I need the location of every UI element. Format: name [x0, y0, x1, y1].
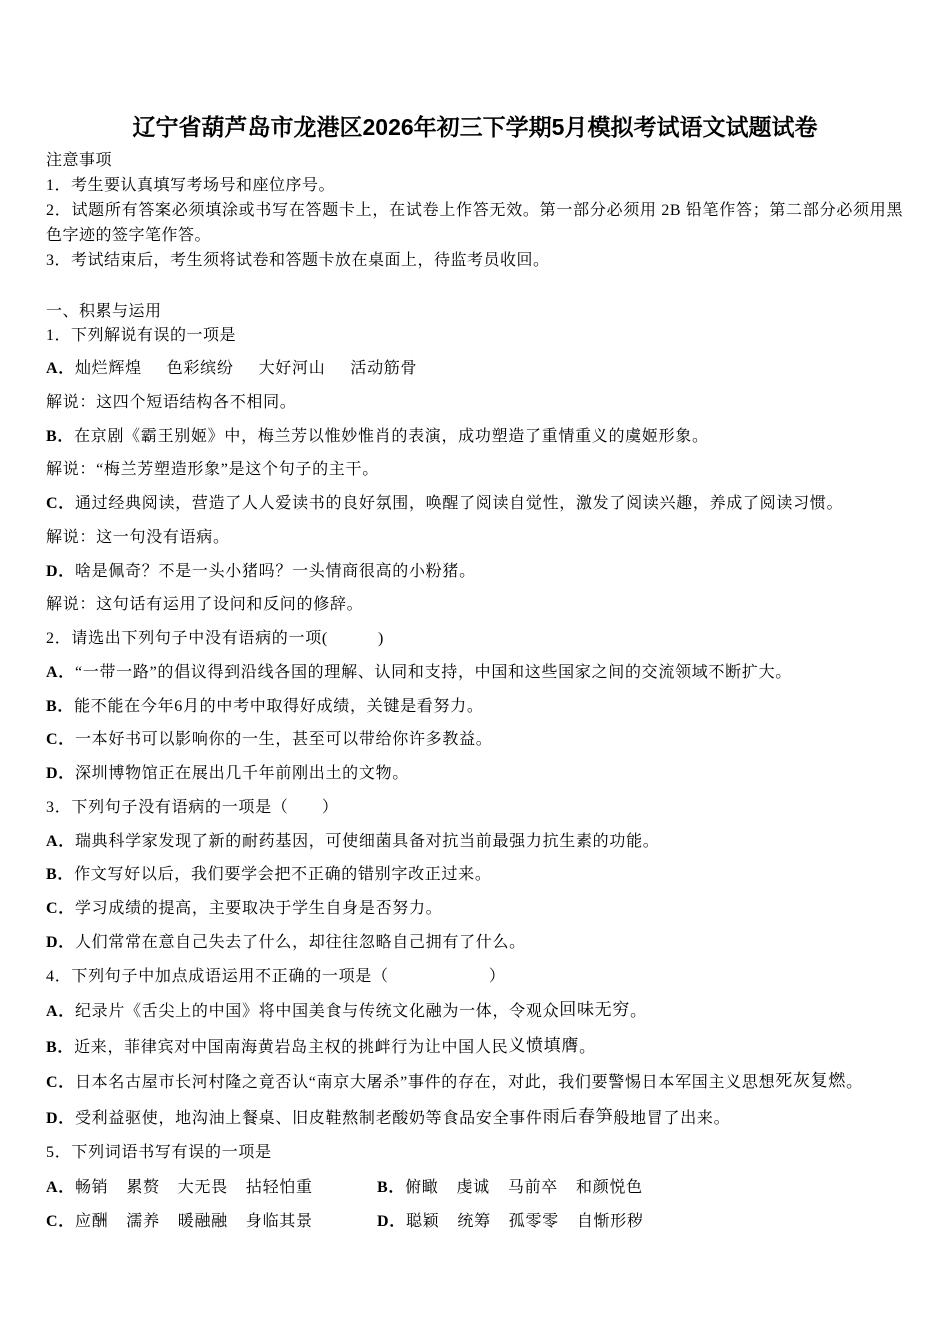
option-word: 灿烂辉煌: [74, 360, 142, 377]
notice-heading: 注意事项: [46, 152, 113, 169]
option-word: 俯瞰: [405, 1178, 439, 1196]
option-label: B．: [46, 427, 75, 445]
q1-option-c-explanation: [46, 521, 906, 555]
question-stem: 5．下列词语书写有误的一项是: [46, 1144, 272, 1162]
q2-stem: [46, 622, 906, 656]
q2-option-a: [46, 656, 906, 690]
option-label: C．: [46, 495, 75, 512]
option-text: 学习成绩的提高，主要取决于学生自身是否努力。: [74, 900, 443, 917]
option-word: 濡养: [126, 1212, 160, 1230]
option-label: C．: [46, 1212, 75, 1230]
q4-option-c: [46, 1064, 906, 1100]
option-text: 作文写好以后，我们要学会把不正确的错别字改正过来。: [74, 866, 492, 884]
option-word: 大无畏: [177, 1178, 228, 1196]
option-word: 畅销: [74, 1178, 109, 1196]
option-text-before: 近来，菲律宾对中国南海黄岩岛主权的挑衅行为让中国人民: [74, 1038, 509, 1056]
option-label: B．: [46, 1038, 75, 1056]
q1-option-b: [46, 420, 906, 454]
option-word: 虔诚: [456, 1178, 490, 1196]
option-word: 自惭形秽: [576, 1212, 644, 1230]
q5-stem: [46, 1135, 906, 1171]
dotted-idiom: 死灰复燃: [775, 1071, 847, 1091]
q2-option-c: [46, 723, 906, 757]
option-text-before: 日本名古屋市长河村隆之竟否认“南京大屠杀”事件的存在，对此，我们要警惕日本军国主义思想: [74, 1074, 776, 1092]
q4-option-b: [46, 1029, 906, 1065]
option-label: A．: [46, 663, 75, 681]
q4-option-d: [46, 1100, 906, 1136]
option-text: 在京剧《霸王别姬》中，梅兰芳以惟妙惟肖的表演，成功塑造了重情重义的虞姬形象。: [74, 427, 709, 445]
section-heading: 一、积累与运用: [46, 302, 162, 320]
option-word: 和颜悦色: [576, 1178, 643, 1196]
option-label: C．: [46, 1074, 75, 1092]
q5-option-a: [46, 1171, 377, 1205]
option-word: 色彩缤纷: [166, 360, 234, 377]
option-word: 聪颖: [405, 1212, 440, 1230]
option-text-after: 。: [579, 1038, 596, 1056]
option-word: 应酬: [74, 1212, 109, 1230]
option-word: 拈轻怕重: [245, 1178, 313, 1196]
q5-row-1: [46, 1171, 906, 1205]
option-text: 一本好书可以影响你的一生，甚至可以带给你许多教益。: [74, 731, 493, 749]
option-label: C．: [46, 731, 75, 749]
explanation-text: 解说：这四个短语结构各不相同。: [46, 393, 297, 411]
option-label: C．: [46, 900, 75, 917]
option-word: 大好河山: [258, 360, 326, 377]
option-text-before: 纪录片《舌尖上的中国》将中国美食与传统文化融为一体，令观众: [74, 1003, 560, 1021]
option-text: 通过经典阅读，营造了人人爱读书的良好氛围，唤醒了阅读自觉性，激发了阅读兴趣，养成了阅读习惯。: [74, 495, 844, 512]
question-stem: 4．下列句子中加点成语运用不正确的一项是（ ）: [46, 967, 506, 985]
option-text: “一带一路”的倡议得到沿线各国的理解、认同和支持，中国和这些国家之间的交流领域不断扩大。: [74, 663, 792, 681]
section-header: [46, 299, 903, 348]
option-label: A．: [46, 360, 75, 377]
option-label: B．: [46, 866, 75, 884]
option-word: 暖融融: [177, 1212, 228, 1230]
q1-option-a: [46, 352, 906, 386]
q5-option-d: [377, 1205, 708, 1239]
option-label: A．: [46, 1003, 75, 1021]
option-text: 人们常常在意自己失去了什么，却往往忽略自己拥有了什么。: [74, 933, 526, 951]
q5-row-2: [46, 1205, 906, 1239]
notice-item-3: 3．考试结束后，考生须将试卷和答题卡放在桌面上，待监考员收回。: [46, 252, 550, 269]
option-word: 马前卒: [507, 1178, 558, 1196]
notice-item-1: 1．考生要认真填写考场号和座位序号。: [46, 177, 336, 194]
option-word: 统筹: [457, 1212, 491, 1230]
option-text: 瑞典科学家发现了新的耐药基因，可使细菌具备对抗当前最强力抗生素的功能。: [74, 832, 660, 850]
dotted-idiom: 雨后春笋: [542, 1106, 614, 1126]
option-label: D．: [46, 933, 75, 951]
q1-option-b-explanation: [46, 453, 906, 487]
q1-option-d: [46, 555, 906, 589]
option-text-after: 。: [630, 1003, 647, 1021]
q5-option-b: [377, 1171, 708, 1205]
option-label: D．: [46, 765, 75, 782]
dotted-idiom: 义愤填膺: [508, 1035, 580, 1055]
notice-section: [46, 148, 903, 273]
explanation-text: 解说：这句话有运用了设问和反问的修辞。: [46, 596, 364, 614]
explanation-text: 解说：“梅兰芳塑造形象”是这个句子的主干。: [46, 461, 379, 479]
option-label: A．: [46, 832, 75, 850]
q3-option-a: [46, 825, 906, 859]
q5-option-c: [46, 1205, 377, 1239]
option-text: 啥是佩奇？不是一头小猪吗？一头情商很高的小粉猪。: [74, 562, 476, 580]
q1-option-a-explanation: [46, 386, 906, 420]
q3-option-c: [46, 892, 906, 926]
option-label: D．: [377, 1212, 406, 1230]
option-label: B．: [46, 697, 75, 715]
option-label: D．: [46, 562, 75, 580]
question-stem: 2．请选出下列句子中没有语病的一项( ): [46, 630, 385, 647]
option-text-after: 。: [846, 1074, 863, 1092]
option-word: 身临其景: [245, 1212, 313, 1230]
option-word: 活动筋骨: [350, 360, 418, 377]
q2-option-b: [46, 690, 906, 724]
option-word: 累赘: [126, 1178, 160, 1196]
option-label: A．: [46, 1178, 75, 1196]
exam-title: 辽宁省葫芦岛市龙港区2026年初三下学期5月模拟考试语文试题试卷: [132, 114, 818, 140]
q3-option-b: [46, 858, 906, 892]
option-text-after: 般地冒了出来。: [613, 1109, 731, 1127]
notice-item-2-line-2: 色字迹的签字笔作答。: [46, 227, 212, 244]
option-text: 能不能在今年6月的中考中取得好成绩，关键是看努力。: [74, 697, 484, 715]
dotted-idiom: 回味无穷: [559, 1000, 631, 1020]
option-text-before: 受利益驱使，地沟油上餐桌、旧皮鞋熬制老酸奶等食品安全事件: [74, 1109, 543, 1127]
option-word: 孤零零: [508, 1212, 559, 1230]
q1-stem: 1．下列解说有误的一项是: [46, 326, 237, 344]
q1-option-c: [46, 487, 906, 521]
q3-option-d: [46, 926, 906, 960]
q2-option-d: [46, 757, 906, 791]
option-text: 深圳博物馆正在展出几千年前刚出土的文物。: [74, 765, 409, 782]
question-stem: 3．下列句子没有语病的一项是（ ）: [46, 798, 339, 816]
explanation-text: 解说：这一句没有语病。: [46, 528, 230, 546]
notice-item-2-line-1: 2．试题所有答案必须填涂或书写在答题卡上，在试卷上作答无效。第一部分必须用 2B 铅笔作答；第二部分必须用黑: [46, 202, 903, 219]
option-label: D．: [46, 1109, 75, 1127]
q4-option-a: [46, 993, 906, 1029]
q1-option-d-explanation: [46, 588, 906, 622]
option-label: B．: [377, 1178, 406, 1196]
questions-body: [46, 352, 906, 1238]
q3-stem: [46, 791, 906, 825]
q4-stem: [46, 960, 906, 994]
